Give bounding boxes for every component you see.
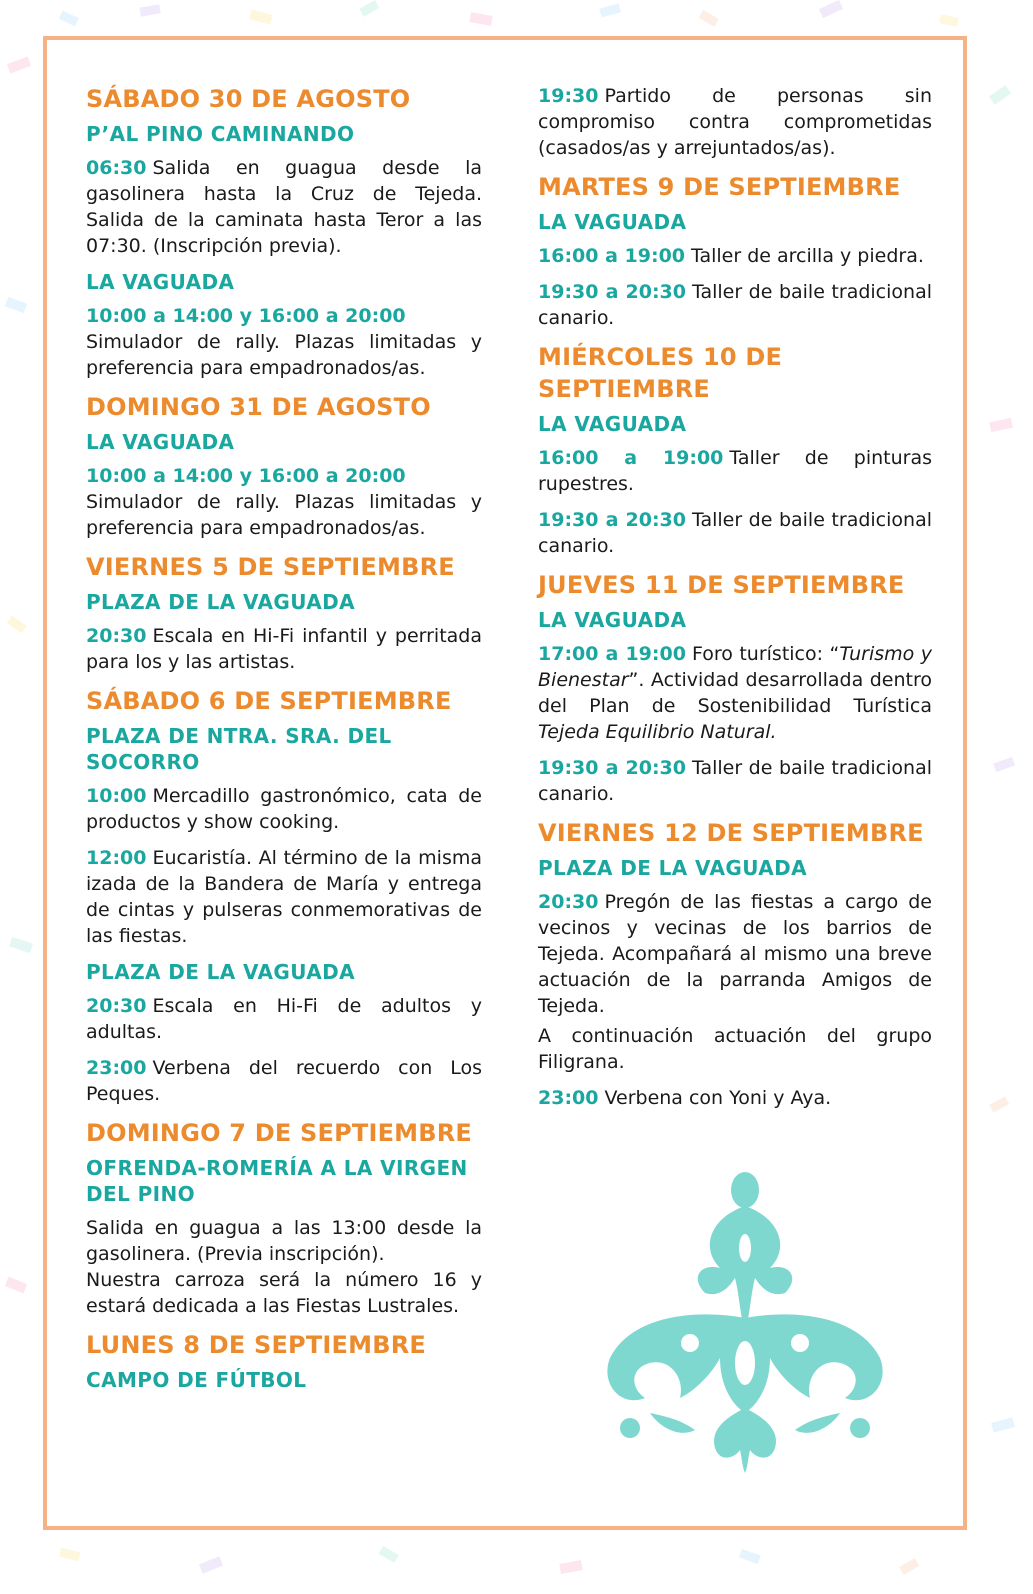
event-item xyxy=(538,755,932,807)
event-text: Partido de personas sin compromiso contra comprometidas (casados/as y arrejuntados/as). xyxy=(538,85,932,159)
event-item xyxy=(538,1023,932,1075)
day-heading: VIERNES 5 DE SEPTIEMBRE xyxy=(86,553,455,581)
venue-heading: LA VAGUADA xyxy=(538,608,687,632)
event-item xyxy=(538,243,932,269)
event-text: Escala en Hi-Fi infantil y perritada para los y las artistas. xyxy=(86,625,482,673)
venue-heading: LA VAGUADA xyxy=(86,430,235,454)
venue-heading: LA VAGUADA xyxy=(86,270,235,294)
event-item xyxy=(538,507,932,559)
event-text: A continuación actuación del grupo Filigrana. xyxy=(538,1025,932,1073)
event-text: Taller de baile tradicional canario. xyxy=(538,757,932,805)
event-time: 20:30 xyxy=(86,995,147,1017)
venue-heading: PLAZA DE LA VAGUADA xyxy=(86,590,356,614)
event-text: Foro turístico: “ xyxy=(691,643,840,665)
event-text: Taller de arcilla y piedra. xyxy=(691,245,924,267)
venue-heading: PLAZA DE NTRA. SRA. DEL SOCORRO xyxy=(86,724,392,774)
event-item xyxy=(86,463,482,541)
event-time: 06:30 xyxy=(86,157,147,179)
event-item xyxy=(86,1055,482,1107)
event-text-italic: Tejeda Equilibrio Natural. xyxy=(538,721,777,743)
event-time: 10:00 xyxy=(86,785,147,807)
event-text-italic: Turismo y Bienestar xyxy=(538,643,932,691)
day-heading: JUEVES 11 DE SEPTIEMBRE xyxy=(538,571,905,599)
venue-heading: OFRENDA-ROMERÍA A LA VIRGEN DEL PINO xyxy=(86,1156,468,1206)
day-heading: LUNES 8 DE SEPTIEMBRE xyxy=(86,1331,426,1359)
event-text: Mercadillo gastronómico, cata de productos y show cooking. xyxy=(86,785,482,833)
event-item xyxy=(86,845,482,949)
day-heading: DOMINGO 7 DE SEPTIEMBRE xyxy=(86,1119,473,1147)
event-text: Eucaristía. Al término de la misma izada de la Bandera de María y entrega de cintas y pulseras conmemorativas de las fiestas. xyxy=(86,847,482,947)
event-time: 19:30 xyxy=(538,85,599,107)
event-text: Taller de baile tradicional canario. xyxy=(538,509,932,557)
event-time: 10:00 a 14:00 y 16:00 a 20:00 xyxy=(86,465,406,487)
event-item xyxy=(538,445,932,497)
event-item xyxy=(538,641,932,745)
event-text: Pregón de las fiestas a cargo de vecinos y vecinas de los barrios de Tejeda. Acompañará al mismo una breve actuación de la parranda Amigos de Tejeda. xyxy=(538,891,932,1017)
event-text: Nuestra carroza será la número 16 y estará dedicada a las Fiestas Lustrales. xyxy=(86,1269,482,1317)
event-time: 19:30 a 20:30 xyxy=(538,509,686,531)
event-text: Salida en guagua a las 13:00 desde la gasolinera. (Previa inscripción). xyxy=(86,1217,482,1265)
event-text: Simulador de rally. Plazas limitadas y preferencia para empadronados/as. xyxy=(86,491,482,539)
right-column xyxy=(538,83,932,1121)
event-item xyxy=(86,1267,482,1319)
event-item xyxy=(86,155,482,259)
venue-heading: CAMPO DE FÚTBOL xyxy=(86,1368,307,1392)
event-item xyxy=(86,993,482,1045)
day-heading: VIERNES 12 DE SEPTIEMBRE xyxy=(538,819,924,847)
venue-heading: PLAZA DE LA VAGUADA xyxy=(86,960,356,984)
event-text: Verbena con Yoni y Aya. xyxy=(604,1087,832,1109)
event-time: 16:00 a 19:00 xyxy=(538,245,686,267)
event-time: 19:30 a 20:30 xyxy=(538,281,686,303)
event-text: Escala en Hi-Fi de adultos y adultas. xyxy=(86,995,482,1043)
venue-heading: LA VAGUADA xyxy=(538,210,687,234)
event-item xyxy=(86,623,482,675)
event-item xyxy=(86,783,482,835)
event-time: 16:00 a 19:00 xyxy=(538,447,724,469)
day-heading: DOMINGO 31 DE AGOSTO xyxy=(86,393,431,421)
event-item xyxy=(86,1215,482,1267)
event-text: Verbena del recuerdo con Los Peques. xyxy=(86,1057,482,1105)
left-column xyxy=(86,83,482,1401)
event-item xyxy=(538,279,932,331)
event-time: 23:00 xyxy=(538,1087,599,1109)
day-heading: MARTES 9 DE SEPTIEMBRE xyxy=(538,173,901,201)
event-item xyxy=(538,1085,932,1111)
event-time: 19:30 a 20:30 xyxy=(538,757,686,779)
event-text: Taller de baile tradicional canario. xyxy=(538,281,932,329)
event-text: Salida en guagua desde la gasolinera hasta la Cruz de Tejeda. Salida de la caminata hasta Teror a las 07:30. (Inscripción previa). xyxy=(86,157,482,257)
day-heading: SÁBADO 30 DE AGOSTO xyxy=(86,85,411,113)
event-time: 17:00 a 19:00 xyxy=(538,643,686,665)
event-text: ”. Actividad desarrollada dentro del Plan de Sostenibilidad Turística xyxy=(538,669,932,717)
event-time: 12:00 xyxy=(86,847,147,869)
event-item xyxy=(538,83,932,161)
event-time: 20:30 xyxy=(86,625,147,647)
venue-heading: PLAZA DE LA VAGUADA xyxy=(538,856,808,880)
event-text: Taller de pinturas rupestres. xyxy=(538,447,933,495)
venue-heading: P’AL PINO CAMINANDO xyxy=(86,122,355,146)
event-time: 20:30 xyxy=(538,891,599,913)
event-item xyxy=(538,889,932,1019)
day-heading: SÁBADO 6 DE SEPTIEMBRE xyxy=(86,687,452,715)
venue-heading: LA VAGUADA xyxy=(538,412,687,436)
event-item xyxy=(86,303,482,381)
damask-ornament-icon xyxy=(590,1168,900,1478)
day-heading: MIÉRCOLES 10 DE SEPTIEMBRE xyxy=(538,343,783,403)
event-time: 23:00 xyxy=(86,1057,147,1079)
event-text: Simulador de rally. Plazas limitadas y preferencia para empadronados/as. xyxy=(86,331,482,379)
event-time: 10:00 a 14:00 y 16:00 a 20:00 xyxy=(86,305,406,327)
